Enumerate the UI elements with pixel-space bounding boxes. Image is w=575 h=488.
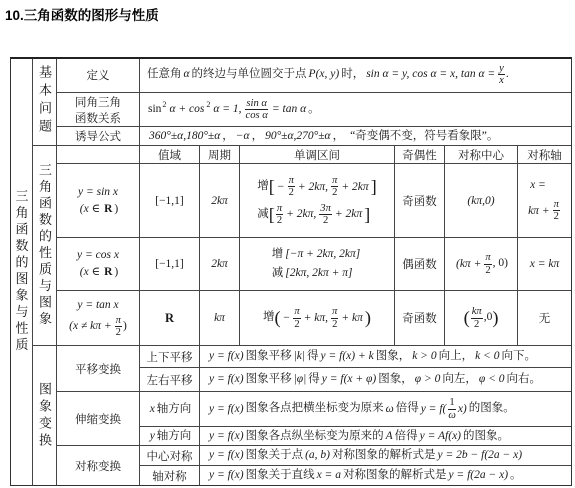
definition-label-cell	[57, 57, 140, 93]
formula: y = Af(x)	[419, 429, 461, 442]
group-props-label: 三角函数的性质与图象	[37, 163, 52, 328]
fraction	[447, 397, 456, 420]
angle-symbol: α	[183, 68, 190, 81]
denominator: 2	[288, 187, 294, 199]
tan-range-cell	[140, 291, 200, 346]
formula: x = a	[316, 469, 341, 482]
formula: |k|	[293, 350, 306, 363]
denominator: 2	[322, 214, 329, 226]
definition-text: 任意角	[147, 68, 182, 81]
open-paren: (	[463, 307, 470, 328]
denominator: x	[499, 75, 504, 86]
x-axis-scaling-label	[148, 402, 192, 417]
decreasing-label: 减	[257, 207, 269, 220]
denominator: 2	[294, 318, 300, 330]
tan-range: R	[164, 310, 175, 325]
induction-line	[147, 129, 498, 144]
formula: y = 2b − f(2a − x)	[437, 449, 523, 462]
decreasing-label: 减	[271, 267, 284, 279]
numerator: y	[499, 62, 504, 74]
sin-period: 2kπ	[200, 164, 240, 238]
sin-label	[76, 185, 120, 217]
numerator: 3π	[320, 202, 331, 214]
domain-text: (x ∈	[79, 266, 101, 278]
sin-decreasing	[257, 203, 370, 226]
cos-monotonic	[272, 247, 362, 281]
cos-center	[454, 252, 508, 275]
fraction	[331, 306, 338, 329]
point-symbol: P(x, y)	[308, 68, 340, 81]
denominator: 2	[276, 214, 283, 226]
definition-content	[140, 57, 572, 93]
text: 图象关于点	[245, 449, 304, 462]
formula: y = f(x)	[209, 402, 244, 415]
axial-symmetry-line	[207, 468, 522, 483]
y-axis-scaling-label	[148, 429, 192, 444]
punctuation: ，	[251, 129, 264, 142]
close-bracket: ]	[364, 203, 371, 224]
sin-monotonic	[257, 175, 377, 225]
sin-label-cell	[57, 164, 140, 238]
formula: y = f(x) + k	[320, 350, 374, 363]
domain-close: )	[122, 320, 127, 333]
tan-center	[464, 306, 499, 329]
identity-formula: α = 1,	[213, 103, 242, 116]
induction-content	[140, 127, 572, 146]
induction-label: 诱导公式	[75, 131, 121, 143]
numerator: π	[553, 199, 559, 211]
numerator: 1	[449, 397, 455, 409]
group-props-cell	[33, 146, 57, 346]
minus-sign: −	[276, 180, 285, 193]
sin-range: [−1,1]	[140, 164, 200, 238]
cos-range: [−1,1]	[140, 238, 200, 291]
identity-label-cell	[57, 93, 140, 127]
tan-increasing	[263, 306, 371, 329]
formula: y = f(x)	[209, 350, 244, 363]
axis-formula	[528, 199, 561, 222]
axis-text: 轴方向	[156, 429, 192, 442]
identity-formula: sin	[148, 103, 162, 116]
text: 的图象。	[463, 429, 509, 442]
horizontal-shift-line	[207, 372, 541, 387]
x-axis-scaling-line	[207, 397, 515, 420]
axial-symmetry-label: 轴对称	[140, 466, 200, 486]
cos-parity: 偶函数	[395, 238, 445, 291]
formula: y = f(x)	[209, 469, 244, 482]
axis-text: 轴方向	[156, 402, 192, 415]
formula: y = f(	[420, 402, 447, 415]
center-text: (kπ +	[456, 257, 482, 270]
text: 倍得	[394, 429, 418, 442]
denominator: 2	[474, 318, 480, 330]
fraction	[331, 175, 338, 198]
close-bracket: ]	[370, 176, 377, 197]
horizontal-shift-content	[200, 368, 572, 392]
group-transform-cell	[33, 346, 57, 486]
text: 图象平移	[245, 373, 292, 386]
tan-period: kπ	[200, 291, 240, 346]
identity-label-line: 同角三角	[75, 96, 121, 109]
center-text: ,0	[483, 311, 493, 324]
center-text: , 0)	[492, 257, 508, 270]
tan-axis: 无	[518, 291, 572, 346]
fraction	[288, 175, 295, 198]
numerator: kπ	[471, 306, 482, 318]
identity-formula: α + cos	[169, 103, 205, 116]
translation-label: 平移变换	[57, 346, 140, 392]
denominator: cos α	[245, 110, 268, 121]
denominator: 2	[553, 211, 559, 223]
domain-close: )	[114, 266, 119, 278]
text: 对称图象的解析式是	[342, 469, 447, 482]
denominator: 2	[332, 318, 338, 330]
cos-monotonic-cell	[240, 238, 395, 291]
numerator: π	[288, 175, 294, 187]
open-paren: (	[274, 307, 281, 328]
text: 的图象。	[468, 402, 515, 415]
y-axis-scaling-label-cell	[140, 427, 200, 446]
cos-increasing	[272, 247, 362, 262]
identity-end: 。	[308, 103, 320, 116]
x-axis-scaling-label-cell	[140, 392, 200, 427]
text: 得	[308, 373, 320, 386]
axis-text: kπ +	[528, 204, 550, 217]
sin-axis	[528, 178, 561, 222]
tan-fraction	[498, 63, 505, 86]
text: 倍得	[395, 402, 419, 415]
formula: φ < 0	[478, 373, 505, 386]
definition-text: 时，	[341, 68, 365, 81]
text: 。	[510, 469, 522, 482]
interval-text: [−π + 2kπ, 2kπ]	[285, 248, 361, 261]
definition-formula: sin α = y, cos α = x, tan α =	[366, 68, 496, 81]
interval-text: [2kπ, 2kπ + π]	[285, 267, 353, 279]
formula: y = f(2a − x)	[448, 469, 509, 482]
tan-domain	[69, 315, 127, 338]
formula: x)	[457, 402, 467, 415]
sin-monotonic-cell	[240, 164, 395, 238]
group-basic-label: 基本问题	[37, 65, 52, 137]
text: 向上，	[438, 350, 474, 363]
domain-text: (x ≠ kπ +	[69, 320, 112, 333]
numerator: π	[276, 202, 283, 214]
fraction	[484, 252, 491, 275]
formula: y = f(x)	[209, 449, 244, 462]
text: 图象关于直线	[245, 469, 315, 482]
cos-period: 2kπ	[200, 238, 240, 291]
numerator: π	[332, 175, 338, 187]
fraction	[115, 315, 122, 338]
side-label-cell	[10, 57, 33, 486]
text: 得	[307, 350, 319, 363]
symmetry-label: 对称变换	[57, 446, 140, 486]
text: 图象各点把横坐标变为原来	[245, 402, 384, 415]
formula: (a, b)	[305, 449, 330, 462]
cos-axis: x = kπ	[529, 258, 560, 270]
numerator: π	[332, 306, 338, 318]
fraction	[553, 199, 560, 222]
denominator: 2	[332, 187, 338, 199]
x-axis-scaling-content	[200, 392, 572, 427]
header-center: 对称中心	[445, 146, 518, 164]
y-axis-scaling-content	[200, 427, 572, 446]
header-axis: 对称轴	[518, 146, 572, 164]
denominator: 2	[115, 326, 121, 338]
definition-text: 的终边与单位圆交于点	[191, 68, 307, 81]
cos-function: y = cos x	[77, 249, 119, 262]
sin-center: (kπ,0)	[467, 194, 495, 207]
identity-content	[140, 93, 572, 127]
sin-parity: 奇函数	[395, 164, 445, 238]
close-paren: )	[364, 307, 372, 328]
identity-label-line: 函数关系	[75, 112, 121, 125]
group-transform-label: 图象变换	[37, 381, 52, 450]
axis-variable: x	[149, 402, 155, 415]
interval-text: + 2kπ,	[297, 180, 329, 193]
minus-sign: −	[282, 311, 291, 324]
quotient-fraction	[245, 98, 269, 121]
induction-label-cell	[57, 127, 140, 146]
numerator: π	[115, 314, 121, 326]
header-blank	[57, 146, 140, 164]
close-paren: )	[492, 307, 499, 328]
denominator: ω	[448, 409, 456, 421]
text: 向下。	[501, 350, 536, 363]
cos-label	[75, 248, 121, 280]
real-set: R	[104, 266, 113, 278]
domain-close: )	[114, 202, 119, 215]
sin-increasing	[257, 175, 377, 198]
central-symmetry-line	[207, 448, 524, 463]
cos-center-cell	[445, 238, 518, 291]
real-set: R	[104, 202, 113, 215]
increasing-label: 增	[257, 180, 269, 193]
cos-label-cell	[57, 238, 140, 291]
text: 向左，	[442, 373, 477, 386]
vertical-shift-label: 上下平移	[140, 346, 200, 368]
definition-end: .	[505, 68, 509, 81]
identity-formula: = tan α	[271, 103, 307, 116]
formula: k < 0	[475, 350, 500, 363]
tan-label-cell	[57, 291, 140, 346]
interval-text: + 2kπ	[334, 207, 363, 220]
tan-label	[69, 298, 127, 338]
punctuation: ，	[222, 129, 234, 142]
open-bracket: [	[268, 203, 275, 224]
sin-domain	[78, 202, 118, 217]
increasing-label: 增	[271, 248, 284, 261]
numerator: π	[485, 252, 491, 264]
tan-center-cell	[445, 291, 518, 346]
cos-axis-cell	[518, 238, 572, 291]
y-axis-scaling-line	[207, 429, 509, 444]
formula: ω	[385, 402, 394, 415]
text: 向右。	[506, 373, 541, 386]
formula: y = f(x)	[209, 429, 244, 442]
interval-text: + kπ	[341, 311, 363, 324]
sin-axis-cell	[518, 164, 572, 238]
open-bracket: [	[268, 176, 275, 197]
identity-line	[147, 98, 320, 121]
sin-center-cell	[445, 164, 518, 238]
fraction	[293, 306, 300, 329]
formula: A	[385, 429, 393, 442]
numerator: sin α	[246, 97, 267, 109]
group-basic-cell	[33, 57, 57, 146]
cos-domain	[78, 265, 118, 280]
induction-rule: “奇变偶不变，符号看象限”。	[350, 129, 499, 142]
cos-decreasing	[272, 266, 355, 281]
domain-text: (x ∈	[79, 202, 101, 215]
interval-text: + 2kπ,	[286, 207, 317, 220]
interval-text: + 2kπ	[341, 180, 369, 193]
header-parity: 奇偶性	[395, 146, 445, 164]
definition-line	[147, 63, 509, 86]
central-symmetry-content	[200, 446, 572, 466]
formula: y = f(x)	[209, 373, 244, 386]
side-label: 三角函数的图象与性质	[13, 188, 29, 354]
tan-function: y = tan x	[77, 298, 119, 311]
text: 图象平移	[245, 350, 292, 363]
horizontal-shift-label: 左右平移	[140, 368, 200, 392]
exponent: 2	[206, 100, 211, 110]
exponent: 2	[162, 100, 167, 110]
header-range: 值域	[140, 146, 200, 164]
fraction	[319, 203, 332, 226]
formula: φ > 0	[414, 373, 441, 386]
text: 图象，	[378, 373, 413, 386]
text: 对称图象的解析式是	[332, 449, 436, 462]
formula: k > 0	[412, 350, 437, 363]
axial-symmetry-content	[200, 466, 572, 486]
tan-parity: 奇函数	[395, 291, 445, 346]
formula: |φ|	[293, 373, 307, 386]
formula: y = f(x + φ)	[321, 373, 377, 386]
induction-formula: 360°±α,180°±α	[149, 129, 221, 142]
definition-label: 定义	[86, 69, 110, 82]
scaling-label: 伸缩变换	[57, 392, 140, 446]
induction-formula: 90°±α,270°±α	[265, 129, 331, 142]
tan-monotonic-cell	[240, 291, 395, 346]
vertical-shift-line	[207, 349, 536, 364]
axis-variable: y	[149, 429, 155, 442]
punctuation: ，	[332, 129, 345, 142]
vertical-shift-content	[200, 346, 572, 368]
identity-label	[75, 94, 121, 126]
induction-formula: −α	[235, 129, 250, 142]
header-period: 周期	[200, 146, 240, 164]
numerator: π	[294, 306, 300, 318]
fraction	[276, 203, 283, 226]
increasing-label: 增	[262, 311, 275, 324]
fraction	[471, 306, 483, 329]
central-symmetry-label: 中心对称	[140, 446, 200, 466]
interval-text: + kπ,	[303, 311, 329, 324]
text: 图象，	[375, 350, 411, 363]
axis-text: x =	[530, 179, 546, 192]
header-monotonic: 单调区间	[240, 146, 395, 164]
text: 图象各点纵坐标变为原来的	[245, 429, 384, 442]
page-title: 10.三角函数的图形与性质	[5, 8, 159, 23]
sin-function: y = sin x	[77, 185, 118, 198]
denominator: 2	[485, 264, 491, 276]
